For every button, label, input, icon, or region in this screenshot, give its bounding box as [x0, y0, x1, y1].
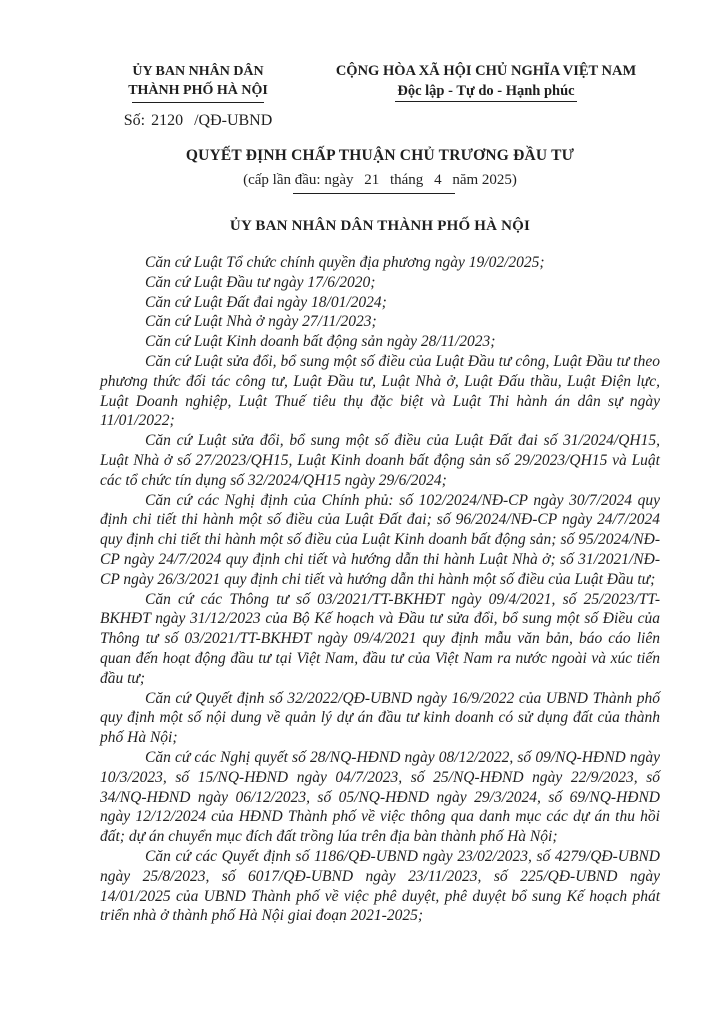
document-number [100, 112, 296, 130]
document-number-suffix: /QĐ-UBND [194, 112, 273, 129]
legal-basis-paragraph: Căn cứ các Nghị định của Chính phủ: số 102/2024/NĐ-CP ngày 30/7/2024 quy định chi tiết thi hành một số điều của Luật Đất đai; số 96/2024/NĐ-CP ngày 24/7/2024 quy định chi tiết thi hành một số điều của Luật Kinh doanh bất động sản; số 95/2024/NĐ-CP ngày 24/7/2024 quy định chi tiết và hướng dẫn thi hành Luật Nhà ở; số 31/2021/NĐ-CP ngày 26/3/2021 quy định chi tiết và hướng dẫn thi hành một số điều của Luật Đầu tư; [100, 491, 660, 588]
legal-basis-paragraph: Căn cứ Luật sửa đổi, bổ sung một số điều của Luật Đất đai số 31/2024/QH15, Luật Nhà ở số 27/2023/QH15, Luật Kinh doanh bất động sản số 29/2023/QH15 và Luật các tổ chức tín dụng số 32/2024/QH15 ngày 29/6/2024; [100, 432, 660, 489]
document-number-value: 2120 [151, 112, 184, 129]
national-motto-block [312, 62, 660, 102]
issuing-authority-line1: ỦY BAN NHÂN DÂN [132, 64, 264, 79]
title-block [100, 146, 660, 194]
legal-basis-paragraph: Căn cứ Luật Đầu tư ngày 17/6/2020; [145, 273, 376, 291]
legal-basis-section [100, 253, 660, 926]
legal-basis-paragraph: Căn cứ Luật Đất đai ngày 18/01/2024; [145, 293, 387, 311]
legal-basis-paragraph: Căn cứ các Quyết định số 1186/QĐ-UBND ngày 23/02/2023, số 4279/QĐ-UBND ngày 25/8/2023, số 6017/QĐ-UBND ngày 23/11/2023, số 225/QĐ-UBND ngày 14/01/2025 của UBND Thành phố về việc phê duyệt, phê duyệt bổ sung Kế hoạch phát triển nhà ở thành phố Hà Nội giai đoạn 2021-2025; [100, 847, 660, 925]
issuance-date-line [100, 171, 660, 194]
month-value: 4 [434, 172, 442, 188]
legal-basis-paragraph: Căn cứ Quyết định số 32/2022/QĐ-UBND ngày 16/9/2022 của UBND Thành phố quy định một số nội dung về quản lý dự án đầu tư kinh doanh có sử dụng đất của thành phố Hà Nội; [100, 689, 660, 747]
national-motto-line: Độc lập - Tự do - Hạnh phúc [395, 82, 576, 102]
document-header [100, 62, 660, 130]
date-underline-rule [293, 193, 455, 194]
date-between: tháng [389, 172, 424, 188]
legal-basis-paragraph: Căn cứ Luật Kinh doanh bất động sản ngày 28/11/2023; [145, 333, 496, 351]
date-suffix: năm 2025) [452, 172, 517, 188]
legal-basis-paragraph: Căn cứ các Nghị quyết số 28/NQ-HĐND ngày 08/12/2022, số 09/NQ-HĐND ngày 10/3/2023, số 15/NQ-HĐND ngày 04/7/2023, số 25/NQ-HĐND ngày 22/9/2023, số 34/NQ-HĐND ngày 06/12/2023, số 05/NQ-HĐND ngày 29/3/2024, số 69/NQ-HĐND ngày 12/12/2024 của HĐND Thành phố về việc thông qua danh mục các dự án thu hồi đất; dự án chuyển mục đích đất trồng lúa trên địa bàn thành phố Hà Nội; [100, 748, 660, 846]
legal-basis-paragraph: Căn cứ Luật sửa đổi, bổ sung một số điều của Luật Đầu tư công, Luật Đầu tư theo phương thức đối tác công tư, Luật Đầu tư, Luật Nhà ở, Luật Đấu thầu, Luật Điện lực, Luật Doanh nghiệp, Luật Thuế tiêu thụ đặc biệt và Luật Thi hành án dân sự ngày 11/01/2022; [100, 352, 660, 430]
issuing-authority-block [100, 62, 296, 130]
document-number-label: Số: [123, 112, 146, 129]
decision-title: QUYẾT ĐỊNH CHẤP THUẬN CHỦ TRƯƠNG ĐẦU TƯ [185, 147, 575, 164]
legal-basis-paragraph: Căn cứ Luật Tổ chức chính quyền địa phương ngày 19/02/2025; [145, 254, 545, 271]
issuer-heading: ỦY BAN NHÂN DÂN THÀNH PHỐ HÀ NỘI [229, 218, 531, 234]
legal-basis-paragraph: Căn cứ các Thông tư số 03/2021/TT-BKHĐT ngày 09/4/2021, số 25/2023/TT-BKHĐT ngày 31/12/2023 của Bộ Kế hoạch và Đầu tư sửa đổi, bổ sung một số Điều của Thông tư số 03/2021/TT-BKHĐT ngày 09/4/2021 quy định mẫu văn bản, báo cáo liên quan đến hoạt động đầu tư tại Việt Nam, đầu tư của Việt Nam ra nước ngoài và xúc tiến đầu tư; [100, 590, 660, 687]
date-prefix: (cấp lần đầu: ngày [243, 172, 354, 188]
authority-underline-rule [132, 102, 264, 103]
issuance-date-text [243, 171, 517, 194]
issuing-authority-line2: THÀNH PHỐ HÀ NỘI [128, 83, 268, 98]
national-title-line: CỘNG HÒA XÃ HỘI CHỦ NGHĨA VIỆT NAM [335, 63, 637, 79]
legal-basis-paragraph: Căn cứ Luật Nhà ở ngày 27/11/2023; [145, 313, 377, 331]
day-value: 21 [364, 172, 380, 188]
